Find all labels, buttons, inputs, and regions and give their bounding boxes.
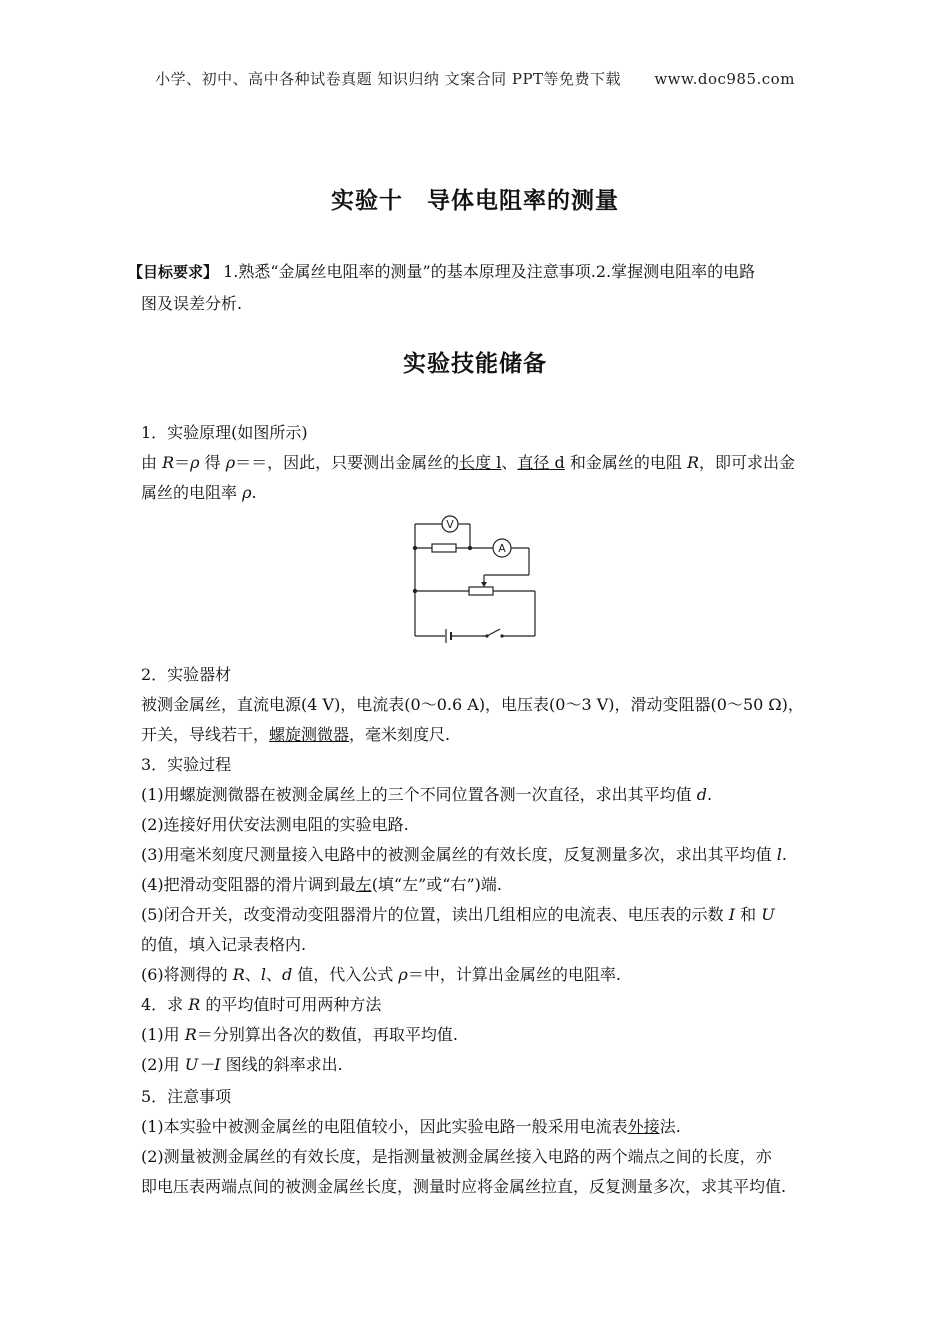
header-site-url[interactable]: www.doc985.com — [654, 70, 795, 88]
notes-item-1: (1)本实验中被测金属丝的电阻值较小，因此实验电路一般采用电流表外接法. — [141, 1117, 681, 1136]
principle-line-2: 由 R＝ρ 得 ρ＝＝，因此，只要测出金属丝的长度 l、直径 d 和金属丝的电阻 R，即可求出金 — [141, 453, 795, 472]
equipment-heading: 2．实验器材 — [141, 665, 232, 684]
voltmeter-label: V — [446, 518, 454, 531]
procedure-step-5-cont: 的值，填入记录表格内. — [141, 935, 307, 954]
equipment-line-1: 被测金属丝，直流电源(4 V)，电流表(0～0.6 A)，电压表(0～3 V)，滑动变阻器(0～50 Ω)， — [141, 695, 804, 714]
notes-heading: 5．注意事项 — [141, 1087, 232, 1106]
procedure-block — [141, 750, 821, 990]
procedure-step-4: (4)把滑动变阻器的滑片调到最左(填“左”或“右”)端. — [141, 875, 502, 894]
principle-block — [141, 418, 821, 508]
procedure-step-1: (1)用螺旋测微器在被测金属丝上的三个不同位置各测一次直径，求出其平均值 d. — [141, 785, 713, 804]
average-method-1: (1)用 R＝分别算出各次的数值，再取平均值. — [141, 1025, 458, 1044]
principle-line-3: 属丝的电阻率 ρ. — [141, 483, 257, 502]
micrometer-term: 螺旋测微器 — [269, 725, 350, 744]
junction-right — [468, 546, 472, 550]
principle-heading: 1．实验原理(如图所示) — [141, 423, 308, 442]
page-title: 实验十 导体电阻率的测量 — [331, 188, 619, 214]
procedure-step-3: (3)用毫米刻度尺测量接入电路中的被测金属丝的有效长度，反复测量多次，求出其平均值 l. — [141, 845, 787, 864]
left-answer: 左 — [355, 875, 372, 894]
page-header — [0, 68, 950, 89]
ammeter-label: A — [498, 542, 506, 555]
goal-text-1: 1.熟悉“金属丝电阻率的测量”的基本原理及注意事项.2.掌握测电阻率的电路 — [223, 262, 756, 281]
procedure-heading: 3．实验过程 — [141, 755, 232, 774]
switch-contact — [500, 634, 503, 637]
header-promo-text: 小学、初中、高中各种试卷真题 知识归纳 文案合同 PPT等免费下载 — [155, 70, 622, 88]
circuit-diagram — [405, 512, 545, 644]
procedure-step-6: (6)将测得的 R、l、d 值，代入公式 ρ＝中，计算出金属丝的电阻率. — [141, 965, 621, 984]
notes-item-2-line-2: 即电压表两端点间的被测金属丝长度，测量时应将金属丝拉直，反复测量多次，求其平均值. — [141, 1177, 787, 1196]
procedure-step-5: (5)闭合开关，改变滑动变阻器滑片的位置，读出几组相应的电流表、电压表的示数 I 和 U — [141, 905, 775, 924]
section-title: 实验技能储备 — [403, 351, 547, 377]
equipment-line-2: 开关，导线若干，螺旋测微器，毫米刻度尺. — [141, 725, 451, 744]
goal-line-1 — [128, 256, 818, 288]
switch-lever — [487, 629, 500, 636]
notes-item-2-line-1: (2)测量被测金属丝的有效长度，是指测量被测金属丝接入电路的两个端点之间的长度，亦 — [141, 1147, 772, 1166]
goal-requirements — [128, 256, 818, 320]
goal-line-2: 图及误差分析. — [141, 294, 243, 313]
slider-arrow-icon — [481, 582, 487, 587]
junction-left — [413, 546, 417, 550]
junction-rheostat — [413, 589, 417, 593]
average-heading: 4．求 R 的平均值时可用两种方法 — [141, 995, 382, 1014]
notes-block — [141, 1082, 821, 1202]
equipment-block — [141, 660, 821, 750]
rheostat-resistor — [469, 587, 493, 595]
metal-wire-resistor — [432, 544, 456, 552]
goal-tag: 【目标要求】 — [128, 263, 219, 281]
procedure-step-2: (2)连接好用伏安法测电阻的实验电路. — [141, 815, 409, 834]
length-l-term: 长度 l — [459, 453, 502, 472]
external-connection-term: 外接 — [627, 1117, 660, 1136]
average-method-2: (2)用 U－I 图线的斜率求出. — [141, 1055, 343, 1074]
average-block — [141, 990, 821, 1080]
diameter-d-term: 直径 d — [517, 453, 565, 472]
switch-pivot — [485, 634, 488, 637]
